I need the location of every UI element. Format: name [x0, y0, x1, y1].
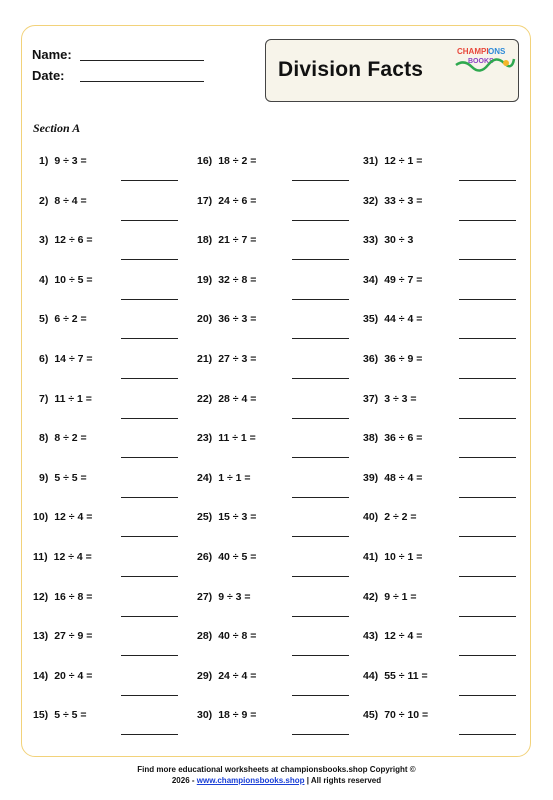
problem-number: 16) [197, 155, 213, 167]
problem-number: 22) [197, 392, 213, 405]
problem-expression: 24 ÷ 6 = [218, 194, 257, 207]
problem-number: 18) [197, 234, 213, 247]
problem [39, 432, 87, 444]
problem [39, 274, 93, 286]
problem-expression: 6 ÷ 2 = [54, 313, 87, 326]
problem-number: 3) [39, 234, 49, 247]
answer-line[interactable] [292, 378, 349, 379]
problem-expression: 20 ÷ 4 = [54, 669, 93, 682]
problem-number: 43) [363, 630, 379, 643]
problem [363, 630, 422, 642]
problem-expression: 40 ÷ 5 = [218, 551, 257, 563]
answer-line[interactable] [121, 457, 178, 458]
problem-number: 15) [33, 709, 49, 722]
problem-expression: 12 ÷ 1 = [384, 155, 423, 167]
problem-number: 11) [33, 551, 48, 563]
footer-link[interactable]: www.championsbooks.shop [196, 776, 305, 785]
problem-expression: 36 ÷ 3 = [218, 313, 257, 326]
answer-line[interactable] [459, 220, 516, 221]
problem [363, 432, 422, 444]
problem [39, 195, 87, 207]
name-field[interactable] [80, 60, 204, 61]
problem-expression: 5 ÷ 5 = [54, 709, 87, 722]
problem-expression: 28 ÷ 4 = [218, 392, 257, 405]
problem [363, 234, 413, 246]
problem-number: 29) [197, 669, 213, 682]
answer-line[interactable] [459, 418, 516, 419]
answer-line[interactable] [292, 734, 349, 735]
answer-line[interactable] [121, 259, 178, 260]
footer-rights: | All rights reserved [304, 776, 382, 785]
problem-expression: 14 ÷ 7 = [54, 353, 93, 365]
problem-expression: 48 ÷ 4 = [384, 471, 423, 484]
problem-expression: 27 ÷ 3 = [218, 353, 257, 365]
champions-books-logo [454, 43, 516, 73]
problem [363, 353, 422, 365]
problem-number: 45) [363, 709, 379, 722]
problem-number: 13) [33, 630, 49, 643]
problem-number: 23) [197, 432, 213, 445]
problem-expression: 44 ÷ 4 = [384, 313, 423, 326]
answer-line[interactable] [459, 616, 516, 617]
problem [363, 511, 417, 523]
problem-expression: 11 ÷ 1 = [218, 432, 256, 445]
problem-expression: 8 ÷ 2 = [54, 432, 87, 445]
problem-number: 14) [33, 669, 49, 682]
problem-number: 44) [363, 669, 379, 682]
problem-number: 36) [363, 353, 379, 365]
problem [197, 274, 256, 286]
answer-line[interactable] [459, 695, 516, 696]
name-label: Name: [32, 47, 72, 62]
problem [363, 591, 417, 603]
answer-line[interactable] [121, 576, 178, 577]
answer-line[interactable] [292, 695, 349, 696]
problem [39, 472, 87, 484]
problem-expression: 2 ÷ 2 = [384, 511, 417, 524]
problem-number: 4) [39, 273, 49, 286]
problem-expression: 40 ÷ 8 = [218, 630, 257, 643]
date-field[interactable] [80, 81, 204, 82]
problem [39, 155, 87, 167]
problem-expression: 18 ÷ 9 = [218, 709, 257, 722]
problem-number: 27) [197, 590, 213, 603]
problem [197, 551, 256, 563]
problem [363, 709, 428, 721]
problem [197, 313, 256, 325]
answer-line[interactable] [121, 299, 178, 300]
problem-number: 7) [39, 392, 49, 405]
problem-expression: 12 ÷ 4 = [384, 630, 423, 643]
answer-line[interactable] [459, 378, 516, 379]
problem-expression: 9 ÷ 3 = [54, 155, 87, 167]
problem-number: 21) [197, 353, 213, 365]
problem-expression: 9 ÷ 1 = [384, 590, 417, 603]
problem [197, 630, 256, 642]
problem-expression: 10 ÷ 5 = [54, 273, 93, 286]
problem-number: 41) [363, 551, 379, 563]
problem-number: 30) [197, 709, 213, 722]
problem [363, 274, 422, 286]
answer-line[interactable] [292, 497, 349, 498]
problem-number: 25) [197, 511, 213, 524]
problem-expression: 18 ÷ 2 = [218, 155, 257, 167]
problem [39, 353, 93, 365]
answer-line[interactable] [121, 338, 178, 339]
problem-number: 10) [33, 511, 49, 524]
footer-line-1: Find more educational worksheets at championsbooks.shop Copyright © [137, 765, 416, 774]
worksheet-frame [21, 25, 531, 757]
problem-number: 34) [363, 273, 379, 286]
footer-year: 2026 - [171, 776, 197, 785]
problem-expression: 49 ÷ 7 = [384, 273, 423, 286]
problem-number: 1) [39, 155, 49, 167]
problem-expression: 12 ÷ 6 = [54, 234, 93, 247]
answer-line[interactable] [121, 497, 178, 498]
problem-expression: 15 ÷ 3 = [218, 511, 257, 524]
title-box [265, 39, 519, 102]
problem-number: 9) [39, 471, 49, 484]
problem-number: 24) [197, 471, 213, 484]
answer-line[interactable] [121, 180, 178, 181]
problem-number: 31) [363, 155, 379, 167]
problem [39, 234, 93, 246]
problem [33, 511, 92, 523]
footer [0, 764, 553, 786]
problem-number: 26) [197, 551, 213, 563]
svg-text:CHAMPI: CHAMPI [457, 47, 489, 56]
problem-expression: 36 ÷ 6 = [384, 432, 423, 445]
answer-line[interactable] [292, 180, 349, 181]
problem [363, 155, 422, 167]
answer-line[interactable] [121, 418, 178, 419]
answer-line[interactable] [121, 220, 178, 221]
problem-number: 6) [39, 353, 49, 365]
problem-number: 33) [363, 234, 379, 247]
answer-line[interactable] [121, 734, 178, 735]
answer-line[interactable] [292, 418, 349, 419]
page-title: Division Facts [278, 58, 424, 81]
answer-line[interactable] [292, 457, 349, 458]
problem [197, 709, 256, 721]
problem [197, 591, 251, 603]
problem-number: 38) [363, 432, 379, 445]
answer-line[interactable] [121, 695, 178, 696]
section-label: Section A [33, 121, 81, 135]
problem [197, 472, 251, 484]
problem [39, 393, 92, 405]
problem-expression: 16 ÷ 8 = [54, 590, 93, 603]
problem-expression: 9 ÷ 3 = [218, 590, 251, 603]
problem-expression: 33 ÷ 3 = [384, 194, 423, 207]
problem-expression: 1 ÷ 1 = [218, 471, 251, 484]
answer-line[interactable] [459, 338, 516, 339]
problem-number: 2) [39, 194, 49, 207]
problem-number: 32) [363, 194, 379, 207]
problem [33, 630, 92, 642]
problem [39, 313, 87, 325]
answer-line[interactable] [459, 576, 516, 577]
problem [363, 393, 417, 405]
answer-line[interactable] [459, 655, 516, 656]
problem [33, 591, 92, 603]
answer-line[interactable] [459, 299, 516, 300]
answer-line[interactable] [459, 259, 516, 260]
problem-number: 8) [39, 432, 49, 445]
answer-line[interactable] [121, 378, 178, 379]
answer-line[interactable] [459, 180, 516, 181]
problem-expression: 32 ÷ 8 = [218, 273, 257, 286]
problem-expression: 21 ÷ 7 = [218, 234, 257, 247]
problem-number: 39) [363, 471, 379, 484]
problem-number: 28) [197, 630, 213, 643]
problem [363, 670, 428, 682]
problem [197, 432, 256, 444]
problem-expression: 70 ÷ 10 = [384, 709, 429, 722]
problem-expression: 5 ÷ 5 = [54, 471, 87, 484]
problem-expression: 8 ÷ 4 = [54, 194, 87, 207]
answer-line[interactable] [121, 536, 178, 537]
problem [197, 670, 256, 682]
answer-line[interactable] [459, 457, 516, 458]
problem-expression: 11 ÷ 1 = [54, 392, 92, 405]
problem-number: 42) [363, 590, 379, 603]
problem-number: 35) [363, 313, 379, 326]
problem [363, 195, 422, 207]
date-label: Date: [32, 68, 65, 83]
problem [33, 709, 87, 721]
problem-expression: 30 ÷ 3 [384, 234, 414, 247]
problem-number: 5) [39, 313, 49, 326]
answer-line[interactable] [292, 655, 349, 656]
problem [197, 234, 256, 246]
problem [197, 393, 256, 405]
answer-line[interactable] [292, 299, 349, 300]
problem [363, 472, 422, 484]
problem-expression: 36 ÷ 9 = [384, 353, 423, 365]
footer-line-2 [0, 775, 553, 786]
problem-number: 12) [33, 590, 49, 603]
answer-line[interactable] [292, 616, 349, 617]
answer-line[interactable] [292, 259, 349, 260]
problem [197, 511, 256, 523]
problem [33, 670, 92, 682]
problem-number: 17) [197, 194, 213, 207]
problem-number: 20) [197, 313, 213, 326]
problem [33, 551, 92, 563]
answer-line[interactable] [292, 338, 349, 339]
answer-line[interactable] [292, 536, 349, 537]
problem-expression: 10 ÷ 1 = [384, 551, 423, 563]
problem [363, 551, 422, 563]
problem-number: 40) [363, 511, 379, 524]
problem [197, 353, 256, 365]
problem-expression: 12 ÷ 4 = [54, 511, 93, 524]
answer-line[interactable] [121, 655, 178, 656]
answer-line[interactable] [121, 616, 178, 617]
problem-number: 37) [363, 392, 379, 405]
answer-line[interactable] [292, 220, 349, 221]
problem [197, 155, 256, 167]
answer-line[interactable] [292, 576, 349, 577]
problem [363, 313, 422, 325]
answer-line[interactable] [459, 497, 516, 498]
problem-expression: 3 ÷ 3 = [384, 392, 417, 405]
problem-expression: 55 ÷ 11 = [384, 669, 428, 682]
problem-expression: 24 ÷ 4 = [218, 669, 257, 682]
problem [197, 195, 256, 207]
svg-text:ONS: ONS [488, 47, 506, 56]
problem-expression: 27 ÷ 9 = [54, 630, 93, 643]
problem-number: 19) [197, 273, 213, 286]
problem-expression: 12 ÷ 4 = [53, 551, 92, 563]
answer-line[interactable] [459, 734, 516, 735]
svg-text:BOOKS: BOOKS [468, 58, 494, 65]
answer-line[interactable] [459, 536, 516, 537]
